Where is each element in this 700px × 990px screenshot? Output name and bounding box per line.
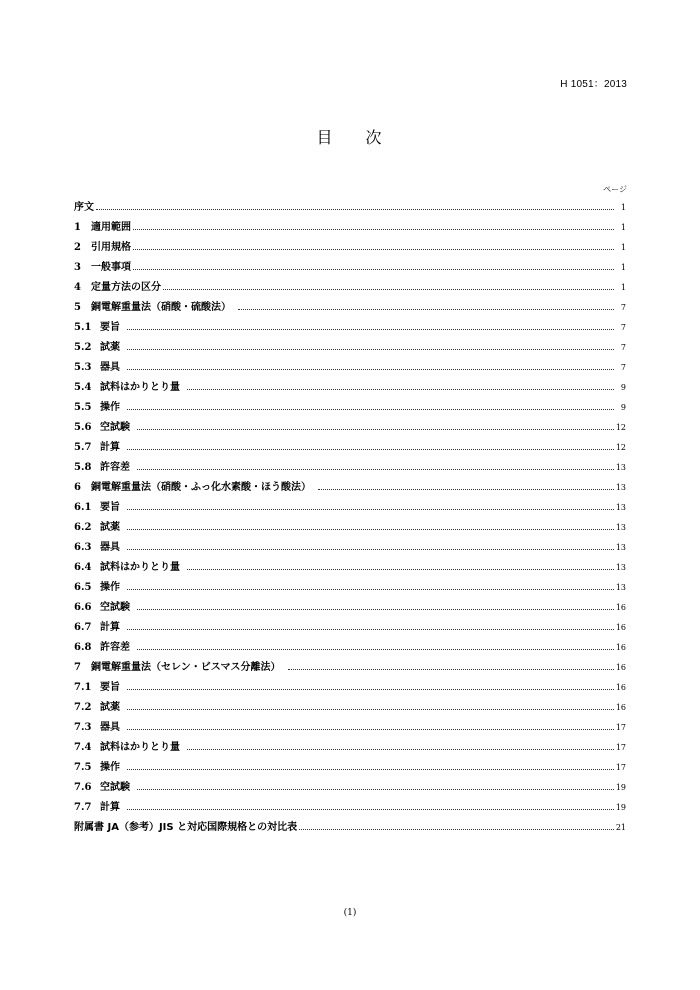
toc-leader-dots — [127, 448, 614, 450]
toc-entry-title: 銅電解重量法（セレン・ビスマス分離法） — [91, 662, 281, 673]
toc-entry-page: 17 — [615, 743, 626, 752]
toc-entry-title: 許容差 — [100, 642, 130, 653]
toc-entry[interactable] — [74, 678, 626, 698]
toc-leader-dots — [127, 768, 614, 770]
toc-entry[interactable] — [74, 278, 626, 298]
toc-leader-dots — [137, 788, 614, 790]
toc-entry-number: 6 — [74, 482, 81, 493]
toc-entry[interactable] — [74, 258, 626, 278]
toc-entry-page: 17 — [615, 723, 626, 732]
toc-entry-page: 7 — [620, 343, 626, 352]
toc-entry-page: 16 — [615, 623, 626, 632]
toc-entry-title: 操作 — [100, 762, 120, 773]
toc-entry-page: 16 — [615, 663, 626, 672]
toc-leader-dots — [187, 748, 614, 750]
toc-entry[interactable] — [74, 518, 626, 538]
toc-leader-dots — [127, 728, 614, 730]
toc-entry[interactable] — [74, 578, 626, 598]
toc-entry-title: 定量方法の区分 — [91, 282, 161, 293]
toc-leader-dots — [127, 588, 614, 590]
toc-leader-dots — [288, 668, 614, 670]
toc-entry-title: 計算 — [100, 442, 120, 453]
toc-leader-dots — [137, 608, 614, 610]
toc-entry-page: 9 — [620, 403, 626, 412]
toc-entry-number: 7.1 — [74, 682, 92, 693]
toc-leader-dots — [127, 348, 614, 350]
toc-entry-number: 6.7 — [74, 622, 92, 633]
toc-entry-page: 13 — [615, 503, 626, 512]
toc-entry-number: 7.3 — [74, 722, 92, 733]
toc-entry-title: 引用規格 — [91, 242, 131, 253]
toc-leader-dots — [127, 548, 614, 550]
toc-entry-page: 16 — [615, 683, 626, 692]
toc-entry-number: 7.2 — [74, 702, 92, 713]
toc-entry[interactable] — [74, 438, 626, 458]
toc-entry-title: 操作 — [100, 402, 120, 413]
toc-leader-dots — [299, 828, 614, 830]
toc-entry-page: 16 — [615, 703, 626, 712]
toc-leader-dots — [137, 648, 614, 650]
toc-entry-number: 7.5 — [74, 762, 92, 773]
toc-entry-title: 試薬 — [100, 702, 120, 713]
toc-entry[interactable] — [74, 718, 626, 738]
toc-entry-number: 3 — [74, 262, 81, 273]
toc-entry-title: 器具 — [100, 722, 120, 733]
toc-entry-title: 試料はかりとり量 — [100, 382, 180, 393]
toc-entry-number: 5.7 — [74, 442, 92, 453]
toc-entry-page: 13 — [615, 583, 626, 592]
toc-entry[interactable] — [74, 498, 626, 518]
toc-leader-dots — [127, 528, 614, 530]
toc-leader-dots — [133, 248, 614, 250]
toc-entry-title: 一般事項 — [91, 262, 131, 273]
toc-entry[interactable] — [74, 198, 626, 218]
toc-entry-title: 空試験 — [100, 602, 130, 613]
toc-entry[interactable] — [74, 598, 626, 618]
toc-entry-number: 6.1 — [74, 502, 92, 513]
toc-leader-dots — [127, 408, 614, 410]
toc-entry[interactable] — [74, 538, 626, 558]
toc-entry-page: 7 — [620, 363, 626, 372]
toc-entry-title: 銅電解重量法（硝酸・硫酸法） — [91, 302, 231, 313]
toc-entry-title: 適用範囲 — [91, 222, 131, 233]
toc-entry[interactable] — [74, 798, 626, 818]
toc-entry-title: 附属書 JA（参考）JIS と対応国際規格との対比表 — [74, 822, 298, 833]
toc-entry[interactable] — [74, 398, 626, 418]
toc-entry-page: 12 — [615, 423, 626, 432]
toc-leader-dots — [133, 268, 614, 270]
toc-entry[interactable] — [74, 778, 626, 798]
toc-entry-title: 銅電解重量法（硝酸・ふっ化水素酸・ほう酸法） — [91, 482, 311, 493]
toc-entry-number: 4 — [74, 282, 81, 293]
toc-entry-title: 試料はかりとり量 — [100, 742, 180, 753]
toc-entry-page: 13 — [615, 563, 626, 572]
toc-leader-dots — [127, 628, 614, 630]
toc-entry-title: 操作 — [100, 582, 120, 593]
toc-entry-title: 要旨 — [100, 682, 120, 693]
toc-entry-page: 13 — [615, 523, 626, 532]
toc-entry-number: 5.2 — [74, 342, 92, 353]
toc-entry-number: 5.4 — [74, 382, 92, 393]
toc-entry-number: 5.3 — [74, 362, 92, 373]
toc-entry-number: 5.8 — [74, 462, 92, 473]
toc-entry-number: 6.5 — [74, 582, 92, 593]
toc-entry-page: 1 — [620, 203, 626, 212]
toc-entry-title: 試薬 — [100, 342, 120, 353]
toc-entry-title: 器具 — [100, 362, 120, 373]
toc-entry[interactable] — [74, 738, 626, 758]
toc-entry-page: 16 — [615, 643, 626, 652]
toc-leader-dots — [187, 568, 614, 570]
toc-entry-number: 1 — [74, 222, 81, 233]
toc-entry[interactable] — [74, 418, 626, 438]
toc-entry-title: 試料はかりとり量 — [100, 562, 180, 573]
toc-entry-page: 17 — [615, 763, 626, 772]
toc-entry-page: 7 — [620, 303, 626, 312]
toc-entry-number: 6.6 — [74, 602, 92, 613]
toc-entry[interactable] — [74, 618, 626, 638]
toc-entry-page: 16 — [615, 603, 626, 612]
toc-entry-number: 7.4 — [74, 742, 92, 753]
toc-entry-page: 9 — [620, 383, 626, 392]
toc-leader-dots — [238, 308, 614, 310]
table-of-contents — [74, 198, 626, 838]
toc-entry-title: 要旨 — [100, 502, 120, 513]
toc-entry-title: 試薬 — [100, 522, 120, 533]
toc-entry-title: 要旨 — [100, 322, 120, 333]
toc-entry-page: 13 — [615, 543, 626, 552]
toc-entry[interactable] — [74, 638, 626, 658]
toc-entry[interactable] — [74, 558, 626, 578]
toc-entry-number: 7 — [74, 662, 81, 673]
toc-entry[interactable] — [74, 758, 626, 778]
toc-leader-dots — [133, 228, 614, 230]
toc-entry-page: 21 — [615, 823, 626, 832]
toc-entry-title: 許容差 — [100, 462, 130, 473]
toc-leader-dots — [187, 388, 614, 390]
toc-entry[interactable] — [74, 658, 626, 678]
toc-entry[interactable] — [74, 698, 626, 718]
toc-entry-page: 13 — [615, 463, 626, 472]
toc-entry-number: 7.7 — [74, 802, 92, 813]
toc-entry[interactable] — [74, 458, 626, 478]
document-code: H 1051：2013 — [560, 79, 627, 90]
toc-entry[interactable] — [74, 238, 626, 258]
footer-page-number: (1) — [343, 908, 357, 918]
toc-entry[interactable] — [74, 358, 626, 378]
toc-leader-dots — [127, 328, 614, 330]
toc-entry[interactable] — [74, 218, 626, 238]
toc-leader-dots — [127, 808, 614, 810]
toc-entry[interactable] — [74, 378, 626, 398]
toc-entry-title: 計算 — [100, 802, 120, 813]
toc-entry-title: 空試験 — [100, 422, 130, 433]
toc-entry-number: 6.4 — [74, 562, 92, 573]
toc-leader-dots — [127, 708, 614, 710]
toc-entry-page: 19 — [615, 803, 626, 812]
toc-entry-page: 12 — [615, 443, 626, 452]
toc-entry-title: 器具 — [100, 542, 120, 553]
toc-entry-number: 6.3 — [74, 542, 92, 553]
toc-entry-page: 1 — [620, 243, 626, 252]
toc-leader-dots — [127, 688, 614, 690]
toc-leader-dots — [137, 468, 614, 470]
toc-leader-dots — [318, 488, 614, 490]
toc-entry[interactable] — [74, 318, 626, 338]
toc-entry-title: 序文 — [74, 202, 94, 213]
toc-entry-title: 空試験 — [100, 782, 130, 793]
toc-entry-number: 5.1 — [74, 322, 92, 333]
toc-entry-page: 13 — [615, 483, 626, 492]
toc-leader-dots — [163, 288, 614, 290]
toc-entry-number: 2 — [74, 242, 81, 253]
toc-entry-number: 5.5 — [74, 402, 92, 413]
toc-entry-page: 1 — [620, 283, 626, 292]
toc-entry-number: 5 — [74, 302, 81, 313]
toc-entry-number: 6.2 — [74, 522, 92, 533]
toc-entry-page: 1 — [620, 223, 626, 232]
toc-entry-title: 計算 — [100, 622, 120, 633]
toc-entry-page: 1 — [620, 263, 626, 272]
toc-entry-page: 19 — [615, 783, 626, 792]
toc-entry[interactable] — [74, 478, 626, 498]
toc-entry-number: 7.6 — [74, 782, 92, 793]
toc-leader-dots — [127, 368, 614, 370]
toc-entry-number: 6.8 — [74, 642, 92, 653]
toc-leader-dots — [96, 208, 614, 210]
toc-entry-number: 5.6 — [74, 422, 92, 433]
toc-entry[interactable] — [74, 338, 626, 358]
toc-entry[interactable] — [74, 818, 626, 838]
toc-leader-dots — [137, 428, 614, 430]
page-column-label: ページ — [603, 185, 627, 194]
toc-entry[interactable] — [74, 298, 626, 318]
toc-leader-dots — [127, 508, 614, 510]
toc-entry-page: 7 — [620, 323, 626, 332]
page-title: 目 次 — [316, 128, 396, 147]
